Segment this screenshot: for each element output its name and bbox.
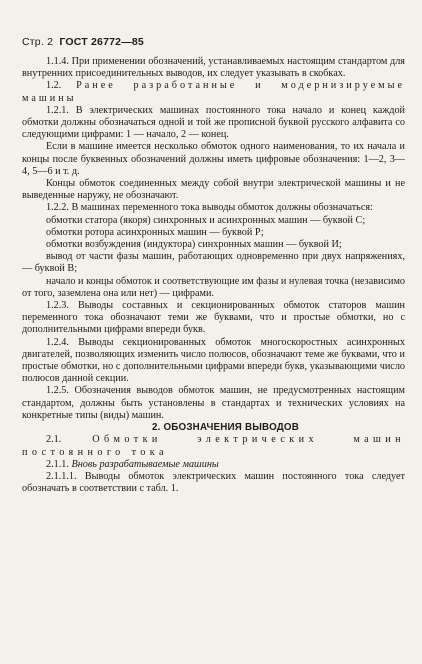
- paragraph-1-2-1: 1.2.1. В электрических машинах постоянного тока начало и конец каждой обмотки должны обозначаться одной и той же прописной буквой русского алфавита со следующими цифрами: 1 — начало, 2 — конец.: [22, 104, 405, 141]
- document-body: [22, 56, 405, 495]
- subsection-2-1-1-title: Вновь разрабатываемые машины: [71, 458, 219, 470]
- page-header: [22, 36, 144, 48]
- subsection-2-1-number: 2.1.: [46, 434, 62, 446]
- list-item-stator: обмотки статора (якоря) синхронных и асинхронных машин — буквой С;: [46, 214, 366, 226]
- subsection-1-2-title: Ранее разработанные и модернизируемые машины: [22, 80, 405, 104]
- subsection-2-1-heading: [22, 434, 405, 458]
- section-2-title: 2. ОБОЗНАЧЕНИЯ ВЫВОДОВ: [151, 422, 300, 434]
- page-number: Стр. 2: [22, 36, 54, 48]
- paragraph-1-2-5: 1.2.5. Обозначения выводов обмоток машин, не предусмотренных настоящим стандартом, должны быть установлены в стандартах и технических условиях на конкретные типы (виды) машин.: [22, 385, 405, 421]
- subsection-1-2-heading: [22, 80, 405, 104]
- subsection-2-1-1-heading: [22, 459, 405, 471]
- paragraph-2-1-1-1: 2.1.1.1. Выводы обмоток электрических машин постоянного тока следует обозначать в соответствии с табл. 1.: [22, 470, 405, 495]
- paragraph-1-2-4: 1.2.4. Выводы секционированных обмоток многоскоростных асинхронных двигателей, позволяющих изменить число полюсов, обозначают теме же буквами, что и простые обмотки, но с дополнительными цифрами впереди букв, указывающими число полюсов данной секции.: [22, 336, 405, 385]
- paragraph-1-2-2: 1.2.2. В машинах переменного тока выводы обмоток должны обозначаться:: [46, 202, 373, 214]
- paragraph-1-2-3: 1.2.3. Выводы составных и секционированных обмоток статоров машин переменного тока обозначают теми же буквами, что и простые обмотки, но с дополнительными цифрами впереди букв.: [22, 300, 405, 336]
- document-code: ГОСТ 26772—85: [59, 36, 144, 48]
- subsection-2-1-1-number: 2.1.1.: [46, 458, 69, 470]
- subsection-1-2-number: 1.2.: [46, 80, 62, 92]
- paragraph-1-1-4: 1.1.4. При применении обозначений, устанавливаемых настоящим стандартом для внутренних присоединительных выводов, их следует указывать в скобках.: [22, 56, 405, 80]
- list-item-excitation: обмотки возбуждения (индуктора) синхронных машин — буквой И;: [46, 239, 342, 251]
- list-item-begin-end: начало и концы обмоток и соответствующие им фазы и нулевая точка (независимо от того, заземлена она или нет) — цифрами.: [22, 275, 405, 299]
- list-item-rotor: обмотки ротора асинхронных машин — буквой Р;: [46, 226, 264, 238]
- list-item-phase-part: вывод от части фазы машин, работающих одновременно при двух напряжениях, — буквой В;: [22, 251, 405, 275]
- paragraph-1-2-1-c: Концы обмоток соединенных между собой внутри электрической машины и не выведенные наружу, не обозначают.: [22, 178, 405, 202]
- paragraph-1-2-1-b: Если в машине имеется несколько обмоток одного наименования, то их начала и концы после буквенных обозначений должны иметь цифровые обозначения: 1—2, 3—4, 5—6 и т. д.: [22, 141, 405, 177]
- subsection-2-1-title: Обмотки электрических машин постоянного тока: [22, 434, 406, 458]
